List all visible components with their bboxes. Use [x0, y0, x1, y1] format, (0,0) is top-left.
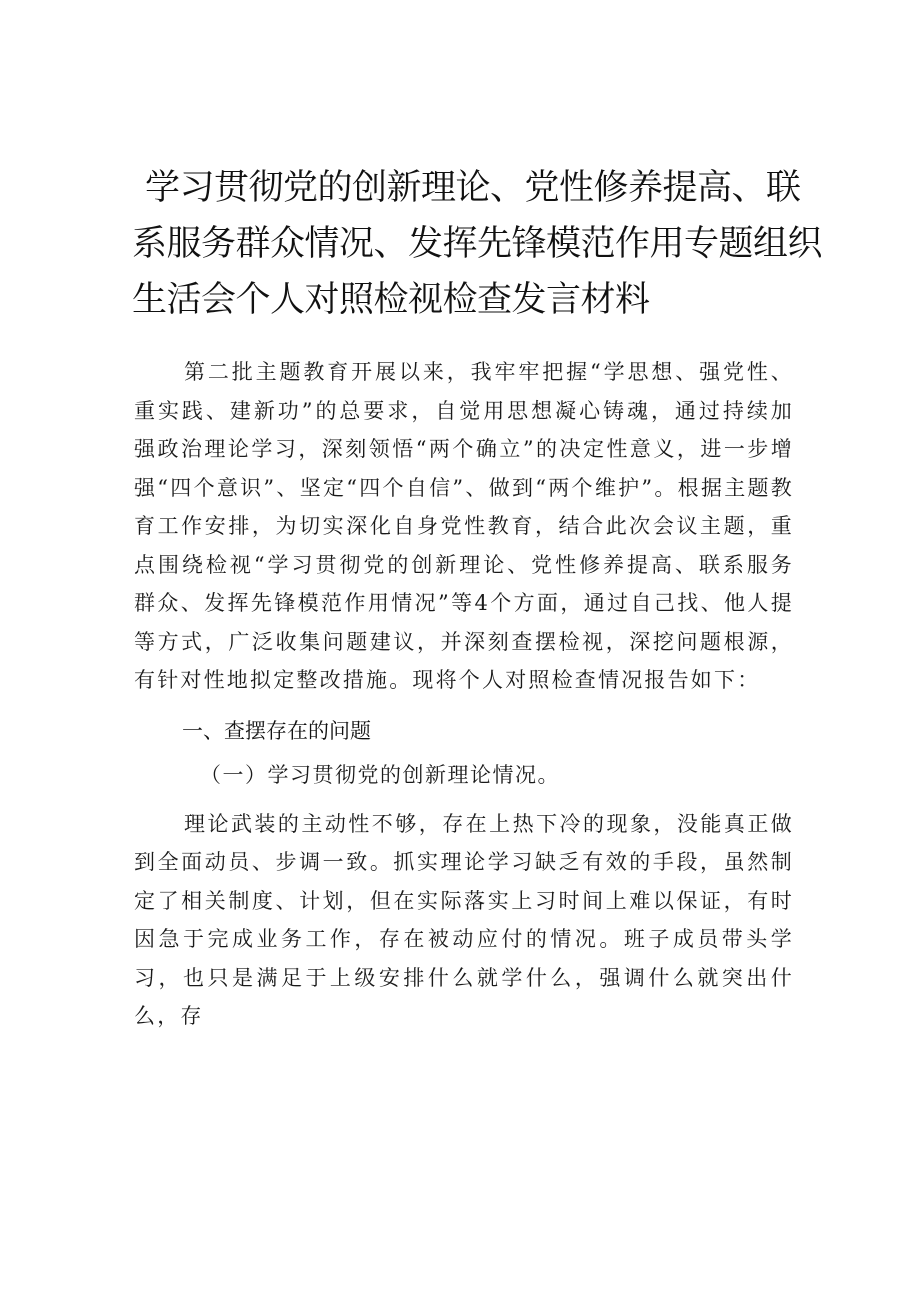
intro-paragraph: 第二批主题教育开展以来，我牢牢把握“学思想、强党性、重实践、建新功”的总要求，自觉用思想凝心铸魂，通过持续加强政治理论学习，深刻领悟“两个确立”的决定性意义，进一步增强“四个意识”、坚定“四个自信”、做到“两个维护”。根据主题教育工作安排，为切实深化自身党性教育，结合此次会议主题，重点围绕检视“学习贯彻党的创新理论、党性修养提高、联系服务群众、发挥先锋模范作用情况”等4个方面，通过自己找、他人提等方式，广泛收集问题建议，并深刻查摆检视，深挖问题根源，有针对性地拟定整改措施。现将个人对照检查情况报告如下：	[134, 360, 794, 692]
section-heading: 一、查摆存在的问题	[182, 718, 371, 743]
title-line-1: 学习贯彻党的创新理论、党性修养提高、联	[145, 168, 801, 208]
title-line-3: 生活会个人对照检视检查发言材料	[132, 280, 650, 320]
subsection-heading: （一）学习贯彻党的创新理论情况。	[200, 762, 560, 787]
document-body	[134, 353, 794, 1036]
title-line-2: 系服务群众情况、发挥先锋模范作用专题组织	[132, 224, 823, 264]
document-title	[132, 160, 823, 328]
body-paragraph: 理论武装的主动性不够，存在上热下冷的现象，没能真正做到全面动员、步调一致。抓实理论学习缺乏有效的手段，虽然制定了相关制度、计划，但在实际落实上习时间上难以保证，有时因急于完成业务工作，存在被动应付的情况。班子成员带头学习，也只是满足于上级安排什么就学什么，强调什么就突出什么，存	[134, 811, 794, 1028]
